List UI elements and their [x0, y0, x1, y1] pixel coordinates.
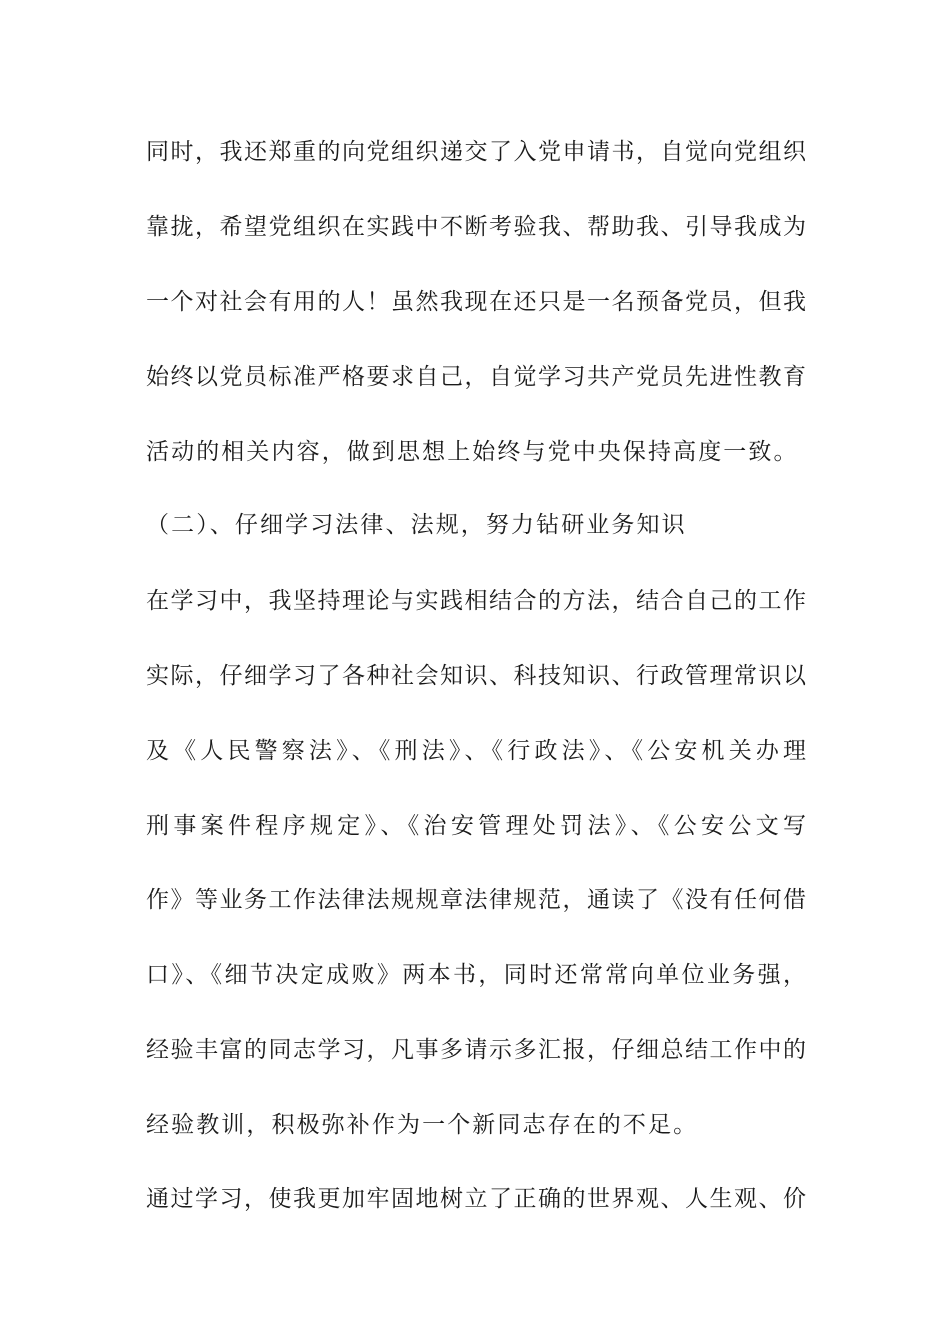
text-line: 经验教训，积极弥补作为一个新同志存在的不足。 — [146, 1112, 699, 1138]
text-line: 靠拢，希望党组织在实践中不断考验我、帮助我、引导我成为 — [146, 214, 806, 240]
text-line: 一个对社会有用的人！虽然我现在还只是一名预备党员，但我 — [146, 289, 806, 315]
text-line: 始终以党员标准严格要求自己，自觉学习共产党员先进性教育 — [146, 364, 806, 390]
section-heading: （二）、仔细学习法律、法规，努力钻研业务知识 — [146, 512, 687, 538]
text-line: 及《人民警察法》、《刑法》、《行政法》、《公安机关办理 — [146, 738, 806, 764]
text-line: 通过学习，使我更加牢固地树立了正确的世界观、人生观、价 — [146, 1186, 806, 1212]
text-line: 经验丰富的同志学习，凡事多请示多汇报，仔细总结工作中的 — [146, 1037, 806, 1063]
text-line: 同时，我还郑重的向党组织递交了入党申请书，自觉向党组织 — [146, 139, 806, 165]
text-line: 在学习中，我坚持理论与实践相结合的方法，结合自己的工作 — [146, 588, 806, 614]
text-line: 实际，仔细学习了各种社会知识、科技知识、行政管理常识以 — [146, 663, 806, 689]
text-line: 刑事案件程序规定》、《治安管理处罚法》、《公安公文写 — [146, 813, 806, 839]
text-line: 作》等业务工作法律法规规章法律规范，通读了《没有任何借 — [146, 887, 806, 913]
text-line: 活动的相关内容，做到思想上始终与党中央保持高度一致。 — [146, 439, 799, 465]
text-line: 口》、《细节决定成败》两本书，同时还常常向单位业务强， — [146, 962, 806, 988]
